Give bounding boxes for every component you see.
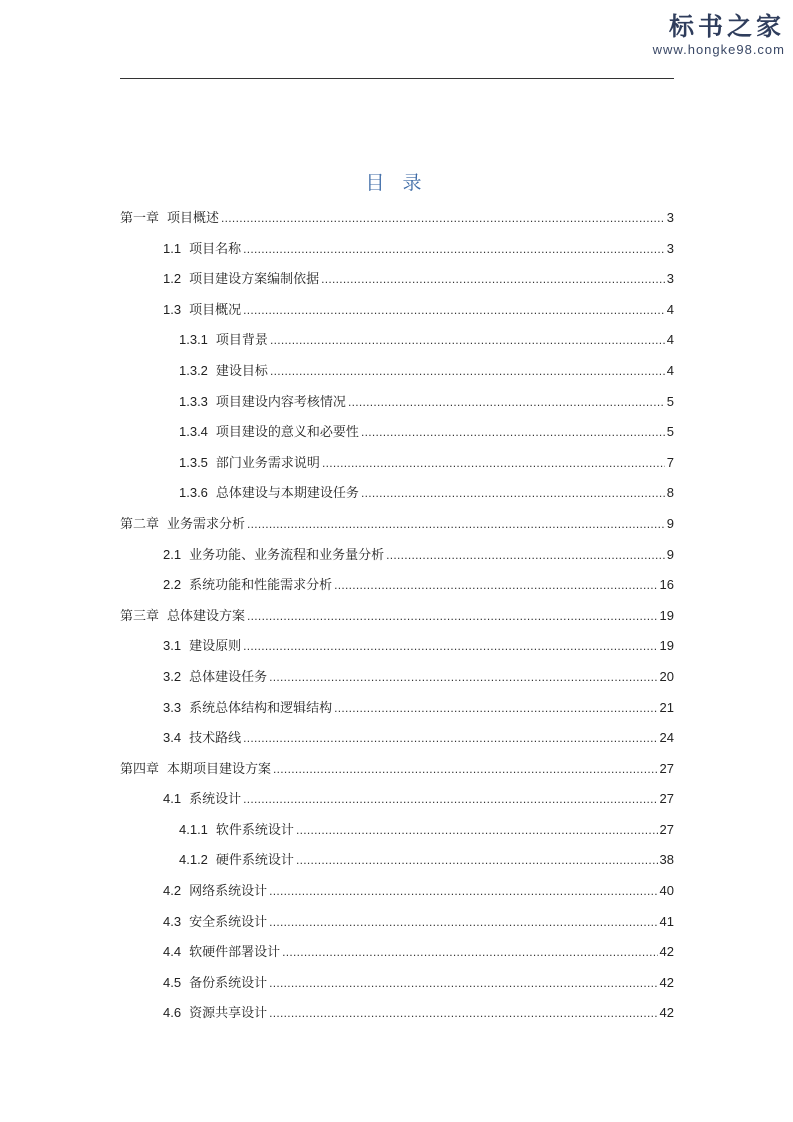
- toc-entry[interactable]: [120, 264, 674, 295]
- toc-entry-page: 3: [666, 271, 674, 287]
- toc-dot-leader: [348, 387, 665, 418]
- toc-entry[interactable]: [120, 876, 674, 907]
- toc-dot-leader: [243, 723, 657, 754]
- toc-entry-number: 3.3: [163, 699, 182, 715]
- toc-dot-leader: [269, 907, 657, 938]
- toc-entry-number: 1.3.1: [179, 332, 208, 348]
- toc-dot-leader: [243, 784, 657, 815]
- toc-entry-page: 7: [666, 454, 674, 470]
- toc-dot-leader: [296, 815, 658, 846]
- toc-entry-number: 2.1: [163, 546, 182, 562]
- toc-entry-title: 项目名称: [189, 241, 242, 257]
- toc-entry-page: 16: [659, 577, 674, 593]
- toc-entry-page: 9: [666, 515, 674, 531]
- toc-entry-number: 4.1.1: [179, 821, 208, 837]
- toc-dot-leader: [269, 968, 657, 999]
- toc-dot-leader: [270, 356, 665, 387]
- toc-dot-leader: [282, 937, 657, 968]
- toc-entry-title: 本期项目建设方案: [167, 761, 272, 777]
- toc-dot-leader: [243, 631, 657, 662]
- toc-dot-leader: [269, 662, 657, 693]
- toc-entry-number: 1.3.3: [179, 393, 208, 409]
- toc-entry-page: 5: [666, 393, 674, 409]
- toc-entry[interactable]: [120, 203, 674, 234]
- toc-entry-page: 9: [666, 546, 674, 562]
- toc-entry-title: 系统设计: [189, 792, 242, 808]
- toc-dot-leader: [334, 570, 657, 601]
- toc-dot-leader: [321, 264, 665, 295]
- toc-entry-title: 总体建设任务: [189, 669, 268, 685]
- toc-entry-number: 4.4: [163, 944, 182, 960]
- toc-entry-page: 21: [659, 699, 674, 715]
- toc-entry-page: 5: [666, 424, 674, 440]
- toc-dot-leader: [361, 417, 665, 448]
- toc-entry-title: 软件系统设计: [215, 822, 294, 838]
- toc-entry-page: 27: [659, 791, 674, 807]
- header-rule: [120, 78, 674, 79]
- toc-entry-title: 系统功能和性能需求分析: [189, 578, 333, 594]
- toc-entry-title: 网络系统设计: [189, 884, 268, 900]
- toc-entry-page: 27: [659, 760, 674, 776]
- toc-entry-page: 24: [659, 730, 674, 746]
- toc-dot-leader: [273, 754, 658, 785]
- toc-entry[interactable]: [120, 570, 674, 601]
- toc-entry-number: 1.1: [163, 240, 182, 256]
- toc-entry-title: 项目概述: [167, 211, 220, 226]
- watermark-title: 标书之家: [668, 12, 785, 41]
- toc-entry-number: 4.3: [163, 913, 182, 929]
- toc-entry-page: 3: [666, 240, 674, 256]
- toc-entry[interactable]: [120, 937, 674, 968]
- toc-entry-title: 软硬件部署设计: [189, 945, 281, 961]
- toc-entry-number: 2.2: [163, 577, 182, 593]
- toc-entry-number: 4.1: [163, 791, 182, 807]
- toc-entry-title: 系统总体结构和逻辑结构: [189, 700, 333, 716]
- toc-entry-number: 1.3.2: [179, 362, 208, 378]
- toc-entry-title: 部门业务需求说明: [215, 455, 320, 471]
- toc-entry[interactable]: [120, 631, 674, 662]
- toc-entry-title: 项目背景: [215, 333, 268, 349]
- toc-entry-number: 3.2: [163, 668, 182, 684]
- toc-entry[interactable]: [120, 784, 674, 815]
- toc-entry-title: 备份系统设计: [189, 975, 268, 991]
- toc-entry[interactable]: [120, 662, 674, 693]
- toc-title: 目 录: [365, 172, 428, 194]
- toc-entry[interactable]: [120, 234, 674, 265]
- toc-entry[interactable]: [120, 907, 674, 938]
- toc-dot-leader: [386, 540, 665, 571]
- toc-entry[interactable]: [120, 845, 674, 876]
- toc-entry[interactable]: [120, 417, 674, 448]
- toc-entry-number: 1.3: [163, 301, 182, 317]
- toc-entry[interactable]: [120, 601, 674, 632]
- toc-dot-leader: [269, 998, 657, 1029]
- toc-entry-page: 3: [666, 210, 674, 225]
- toc-entry-page: 4: [666, 301, 674, 317]
- toc-entry-number: 4.2: [163, 883, 182, 899]
- toc-entry[interactable]: [120, 387, 674, 418]
- toc-entry-number: 第一章: [120, 210, 160, 225]
- toc-entry-number: 1.2: [163, 271, 182, 287]
- toc-entry-number: 第三章: [120, 607, 160, 623]
- toc-entry-page: 8: [666, 485, 674, 501]
- toc-entry-number: 1.3.5: [179, 454, 208, 470]
- toc-entry-title: 项目建设内容考核情况: [215, 394, 346, 410]
- toc-entry-title: 建设原则: [189, 639, 242, 655]
- toc-dot-leader: [269, 876, 657, 907]
- toc-entry-number: 1.3.4: [179, 424, 208, 440]
- toc-entry-number: 4.5: [163, 974, 182, 990]
- toc-entry-title: 业务功能、业务流程和业务量分析: [189, 547, 385, 563]
- toc-entry-title: 业务需求分析: [167, 516, 246, 532]
- toc-entry-page: 42: [659, 974, 674, 990]
- toc-dot-leader: [247, 509, 665, 540]
- toc-entry-number: 第四章: [120, 760, 160, 776]
- toc-entry-page: 4: [666, 362, 674, 378]
- watermark-url: www.hongke98.com: [652, 42, 785, 57]
- toc-dot-leader: [243, 234, 665, 265]
- toc-entry-page: 19: [659, 638, 674, 654]
- toc-entry[interactable]: [120, 478, 674, 509]
- toc-entry-title: 资源共享设计: [189, 1006, 268, 1022]
- toc-entry[interactable]: [120, 295, 674, 326]
- table-of-contents: [120, 203, 674, 1029]
- toc-dot-leader: [270, 325, 665, 356]
- toc-dot-leader: [334, 693, 657, 724]
- toc-entry-title: 总体建设方案: [167, 608, 246, 624]
- toc-entry-page: 38: [659, 852, 674, 868]
- toc-dot-leader: [322, 448, 665, 479]
- toc-entry-number: 第二章: [120, 515, 160, 531]
- toc-dot-leader: [361, 478, 665, 509]
- toc-entry[interactable]: [120, 325, 674, 356]
- toc-entry-page: 4: [666, 332, 674, 348]
- toc-entry-number: 3.4: [163, 730, 182, 746]
- toc-entry-title: 项目概况: [189, 302, 242, 318]
- toc-entry[interactable]: [120, 509, 674, 540]
- toc-entry-title: 安全系统设计: [189, 914, 268, 930]
- toc-entry-page: 27: [659, 821, 674, 837]
- toc-entry[interactable]: [120, 540, 674, 571]
- toc-entry[interactable]: [120, 448, 674, 479]
- watermark-logo: [653, 12, 785, 57]
- toc-entry[interactable]: [120, 356, 674, 387]
- toc-entry-page: 40: [659, 883, 674, 899]
- toc-entry-title: 项目建设方案编制依据: [189, 272, 320, 288]
- toc-entry-page: 42: [659, 1005, 674, 1021]
- toc-entry[interactable]: [120, 693, 674, 724]
- toc-entry-page: 19: [659, 607, 674, 623]
- toc-entry-number: 4.1.2: [179, 852, 208, 868]
- toc-entry[interactable]: [120, 998, 674, 1029]
- toc-entry-title: 建设目标: [215, 363, 268, 379]
- toc-entry-number: 1.3.6: [179, 485, 208, 501]
- toc-dot-leader: [296, 845, 658, 876]
- toc-dot-leader: [243, 295, 665, 326]
- toc-entry-page: 41: [659, 913, 674, 929]
- toc-entry-number: 3.1: [163, 638, 182, 654]
- toc-entry-title: 项目建设的意义和必要性: [215, 425, 359, 441]
- toc-dot-leader: [247, 601, 658, 632]
- toc-entry-page: 20: [659, 668, 674, 684]
- toc-entry-title: 硬件系统设计: [215, 853, 294, 869]
- toc-dot-leader: [221, 203, 665, 234]
- toc-entry[interactable]: [120, 968, 674, 999]
- toc-entry-title: 技术路线: [189, 731, 242, 747]
- toc-entry[interactable]: [120, 815, 674, 846]
- toc-entry[interactable]: [120, 754, 674, 785]
- toc-entry-title: 总体建设与本期建设任务: [215, 486, 359, 502]
- toc-entry-page: 42: [659, 944, 674, 960]
- toc-entry-number: 4.6: [163, 1005, 182, 1021]
- toc-entry[interactable]: [120, 723, 674, 754]
